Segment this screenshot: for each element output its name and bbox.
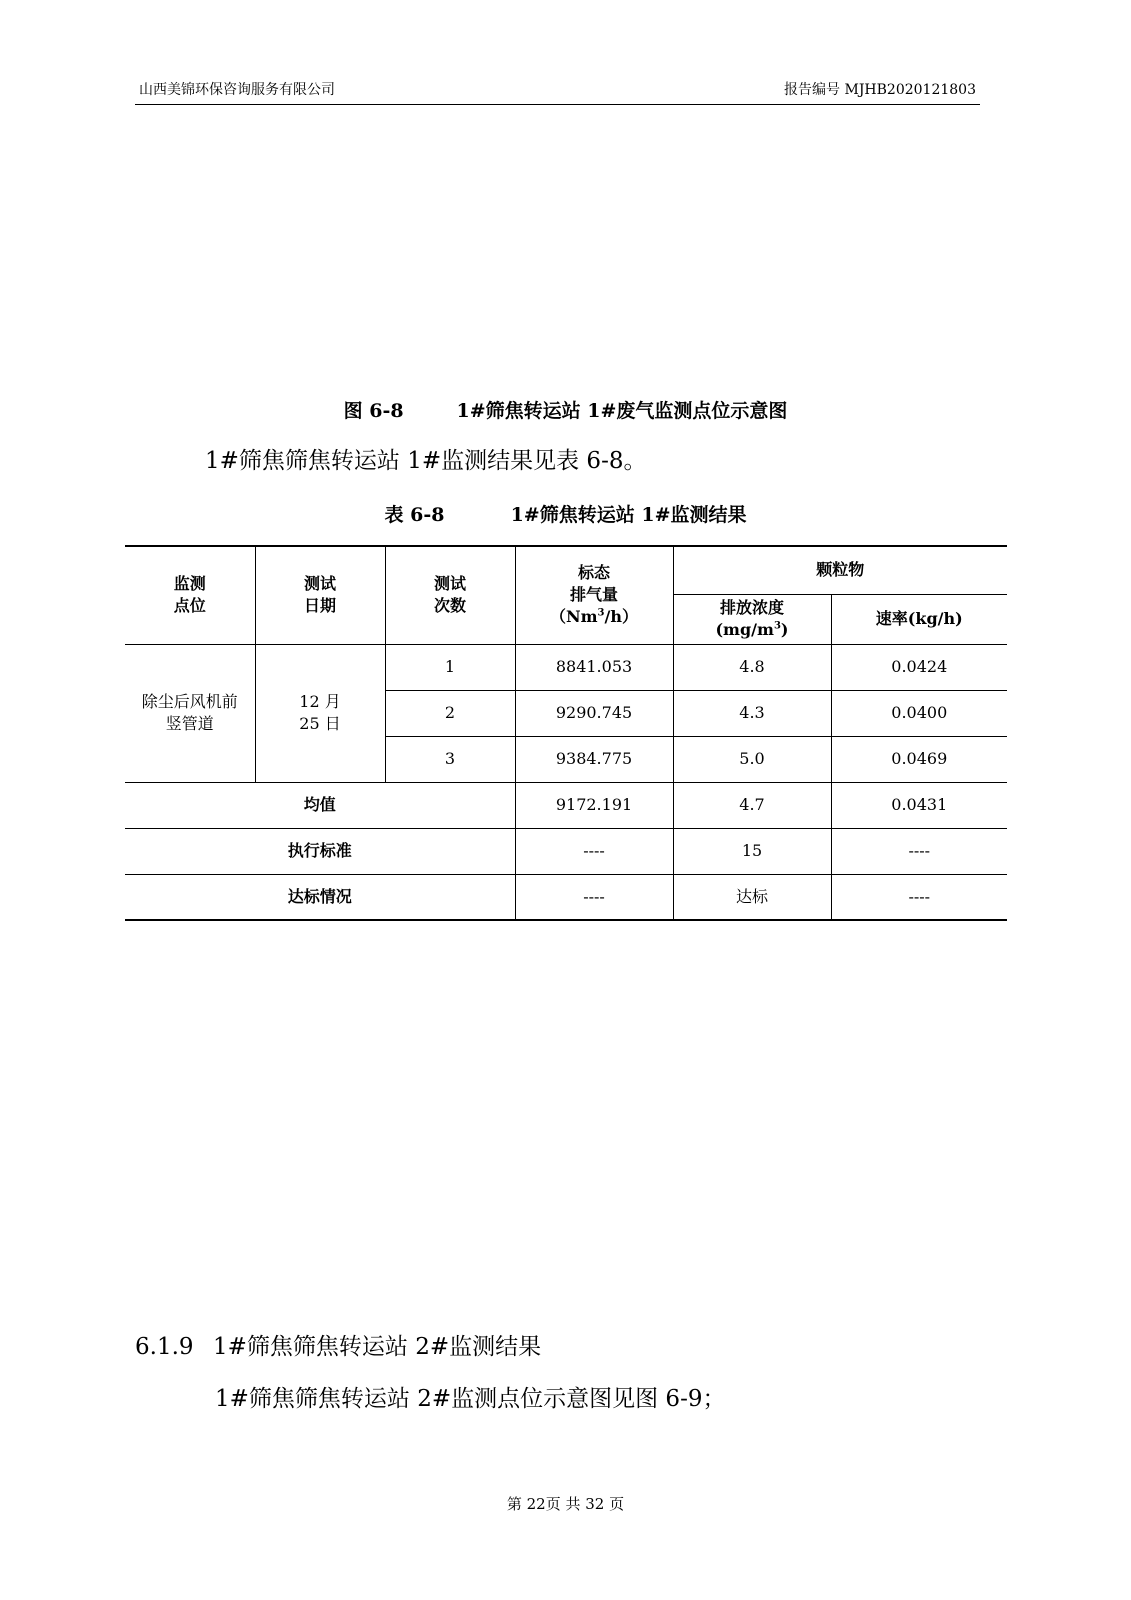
location-cell: 除尘后风机前 竖管道 [125, 644, 255, 782]
concentration-cell: 4.8 [673, 644, 831, 690]
rate-cell: 0.0424 [831, 644, 1007, 690]
flow-cell: 8841.053 [515, 644, 673, 690]
monitoring-results-table [125, 545, 1007, 921]
standard-concentration: 15 [673, 828, 831, 874]
compliance-rate: ---- [831, 874, 1007, 920]
header-point: 监测 点位 [125, 546, 255, 644]
compliance-flow: ---- [515, 874, 673, 920]
header-rate: 速率(kg/h) [831, 594, 1007, 644]
rate-cell: 0.0469 [831, 736, 1007, 782]
compliance-label: 达标情况 [125, 874, 515, 920]
mean-row [125, 782, 1007, 828]
header-flow-line2: 排气量 [569, 585, 618, 605]
header-flow-unit: （Nm$^3$/h） [549, 607, 638, 627]
standard-rate: ---- [831, 828, 1007, 874]
figure-caption: 图 6-8 1#筛焦转运站 1#废气监测点位示意图 [343, 400, 788, 422]
compliance-concentration: 达标 [673, 874, 831, 920]
intro-paragraph: 1#筛焦筛焦转运站 1#监测结果见表 6-8。 [205, 448, 647, 474]
flow-cell: 9384.775 [515, 736, 673, 782]
standard-row [125, 828, 1007, 874]
mean-rate: 0.0431 [831, 782, 1007, 828]
header-count: 测试 次数 [385, 546, 515, 644]
standard-label: 执行标准 [125, 828, 515, 874]
flow-cell: 9290.745 [515, 690, 673, 736]
header-pollutant: 颗粒物 [673, 546, 1007, 594]
page-footer: 第 22页 共 32 页 [506, 1495, 625, 1513]
section-paragraph: 1#筛焦筛焦转运站 2#监测点位示意图见图 6-9； [215, 1386, 726, 1412]
mean-flow: 9172.191 [515, 782, 673, 828]
header-date: 测试 日期 [255, 546, 385, 644]
date-cell: 12 月 25 日 [255, 644, 385, 782]
section-number: 6.1.9 [135, 1334, 194, 1360]
concentration-cell: 4.3 [673, 690, 831, 736]
header-flow [515, 546, 673, 644]
report-number: 报告编号 MJHB2020121803 [784, 82, 976, 98]
concentration-cell: 5.0 [673, 736, 831, 782]
mean-concentration: 4.7 [673, 782, 831, 828]
header-concentration: 排放浓度 $(mg/m^3)$ [673, 594, 831, 644]
section-heading [135, 1332, 541, 1362]
company-name: 山西美锦环保咨询服务有限公司 [139, 82, 335, 98]
count-cell: 2 [385, 690, 515, 736]
header-flow-line1: 标态 [577, 563, 610, 583]
count-cell: 3 [385, 736, 515, 782]
count-cell: 1 [385, 644, 515, 690]
mean-label: 均值 [125, 782, 515, 828]
table-row [125, 644, 1007, 690]
page-header [135, 80, 980, 105]
standard-flow: ---- [515, 828, 673, 874]
section-title: 1#筛焦筛焦转运站 2#监测结果 [213, 1334, 542, 1360]
table-caption: 表 6-8 1#筛焦转运站 1#监测结果 [384, 504, 747, 526]
rate-cell: 0.0400 [831, 690, 1007, 736]
compliance-row [125, 874, 1007, 920]
